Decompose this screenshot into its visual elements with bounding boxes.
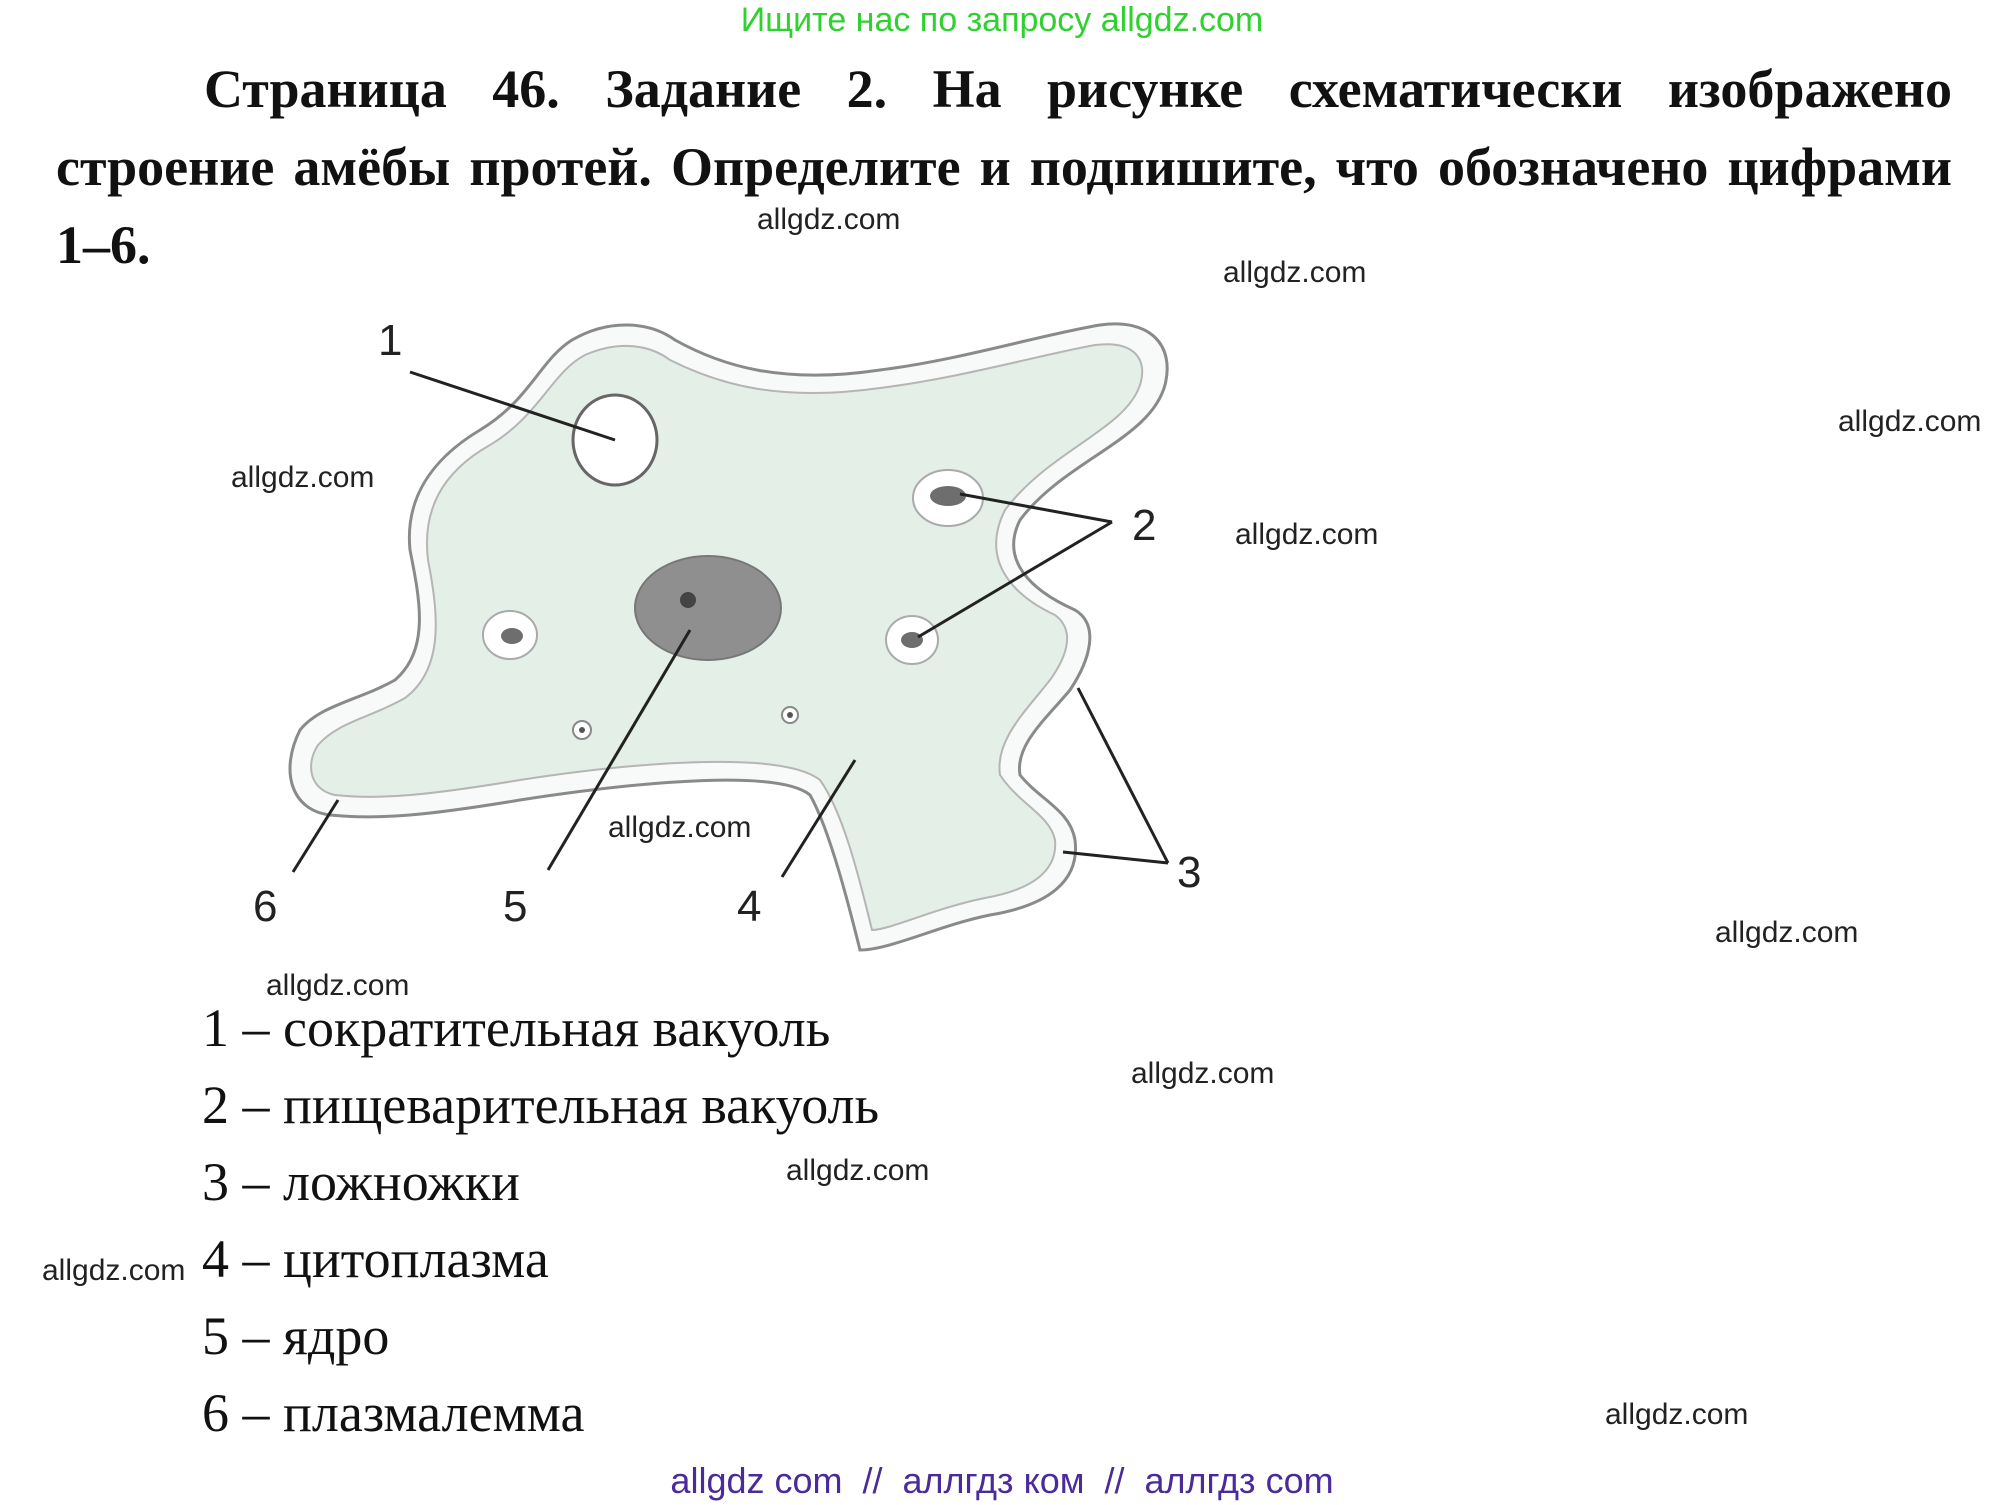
watermark: allgdz.com bbox=[42, 1254, 186, 1287]
site-footer: allgdz com // аллгдз ком // аллгдз com bbox=[670, 1460, 1334, 1501]
diagram-label-5: 5 bbox=[503, 882, 528, 931]
watermark: allgdz.com bbox=[1131, 1057, 1275, 1090]
watermark: allgdz.com bbox=[786, 1154, 930, 1187]
diagram-label-4: 4 bbox=[737, 882, 762, 931]
watermark: allgdz.com bbox=[1605, 1398, 1749, 1431]
diagram-label-6: 6 bbox=[253, 882, 278, 931]
digestive-vacuole-top-content bbox=[930, 486, 966, 506]
granule bbox=[787, 712, 793, 718]
leader-line-3a bbox=[1078, 688, 1168, 863]
answer-item: 4 – цитоплазма bbox=[202, 1229, 549, 1289]
granule bbox=[579, 727, 585, 733]
answer-item: 3 – ложножки bbox=[202, 1152, 520, 1212]
watermark: allgdz.com bbox=[231, 461, 375, 494]
answer-item: 2 – пищеварительная вакуоль bbox=[202, 1075, 880, 1135]
watermark: allgdz.com bbox=[1715, 916, 1859, 949]
watermark: allgdz.com bbox=[1838, 405, 1982, 438]
watermark: allgdz.com bbox=[1223, 256, 1367, 289]
diagram-label-3: 3 bbox=[1177, 848, 1202, 897]
task-statement: Страница 46. Задание 2. На рисунке схематически изображено строение амёбы протей. Определите и подпишите, что обозначено цифрами 1–6. bbox=[56, 59, 1952, 275]
diagram-label-2: 2 bbox=[1132, 501, 1157, 550]
leader-line-3b bbox=[1063, 852, 1168, 863]
watermark: allgdz.com bbox=[608, 811, 752, 844]
digestive-vacuole-left-content bbox=[501, 628, 523, 644]
answer-item: 6 – плазмалемма bbox=[202, 1383, 585, 1443]
site-banner: Ищите нас по запросу allgdz.com bbox=[740, 1, 1264, 39]
nucleolus bbox=[680, 592, 696, 608]
watermark: allgdz.com bbox=[266, 969, 410, 1002]
diagram-label-1: 1 bbox=[378, 316, 403, 365]
answer-item: 5 – ядро bbox=[202, 1306, 390, 1366]
nucleus bbox=[635, 556, 781, 660]
answer-item: 1 – сократительная вакуоль bbox=[202, 998, 831, 1058]
watermark: allgdz.com bbox=[1235, 518, 1379, 551]
watermark: allgdz.com bbox=[757, 203, 901, 236]
answer-list bbox=[202, 990, 879, 1452]
